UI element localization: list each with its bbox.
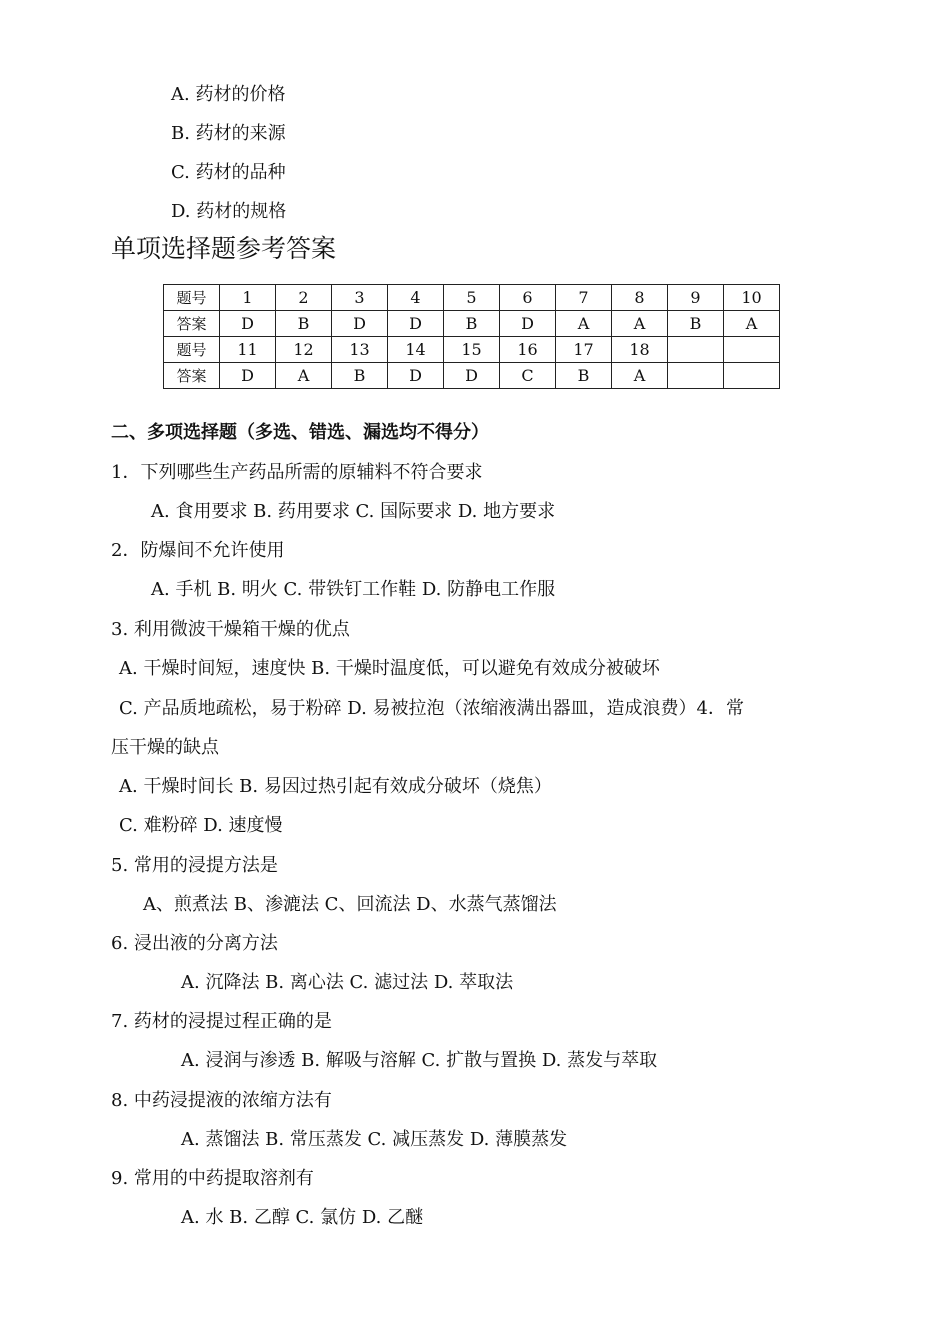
table-cell: B <box>556 363 612 389</box>
table-row-label: 答案 <box>164 363 220 389</box>
table-row <box>164 311 780 337</box>
table-cell: 11 <box>220 337 276 363</box>
table-cell: 4 <box>388 285 444 311</box>
table-row-label: 题号 <box>164 285 220 311</box>
question-3-options-1: A. 干燥时间短，速度快 B. 干燥时温度低，可以避免有效成分被破坏 <box>119 658 660 679</box>
table-cell: B <box>668 311 724 337</box>
question-5: 5. 常用的浸提方法是 <box>111 855 278 876</box>
table-cell <box>668 337 724 363</box>
table-cell: 14 <box>388 337 444 363</box>
table-cell <box>724 337 780 363</box>
question-9: 9. 常用的中药提取溶剂有 <box>111 1168 314 1189</box>
option-b: B. 药材的来源 <box>171 123 286 144</box>
table-cell: D <box>332 311 388 337</box>
table-row-label: 题号 <box>164 337 220 363</box>
table-cell: A <box>276 363 332 389</box>
table-row <box>164 363 780 389</box>
table-row-label: 答案 <box>164 311 220 337</box>
table-cell: 7 <box>556 285 612 311</box>
table-cell: 1 <box>220 285 276 311</box>
question-6-options: A. 沉降法 B. 离心法 C. 滤过法 D. 萃取法 <box>181 972 514 993</box>
table-cell: 18 <box>612 337 668 363</box>
table-cell: 8 <box>612 285 668 311</box>
option-c: C. 药材的品种 <box>171 162 286 183</box>
table-row <box>164 285 780 311</box>
table-cell <box>724 363 780 389</box>
question-1-options: A. 食用要求 B. 药用要求 C. 国际要求 D. 地方要求 <box>151 501 556 522</box>
question-8: 8. 中药浸提液的浓缩方法有 <box>111 1090 332 1111</box>
table-cell: 6 <box>500 285 556 311</box>
option-d: D. 药材的规格 <box>171 201 287 222</box>
question-6: 6. 浸出液的分离方法 <box>111 933 278 954</box>
table-cell: 13 <box>332 337 388 363</box>
option-a: A. 药材的价格 <box>171 84 286 105</box>
table-cell: C <box>500 363 556 389</box>
question-8-options: A. 蒸馏法 B. 常压蒸发 C. 减压蒸发 D. 薄膜蒸发 <box>181 1129 568 1150</box>
table-cell: D <box>388 311 444 337</box>
table-cell: D <box>388 363 444 389</box>
table-cell: 9 <box>668 285 724 311</box>
answer-heading: 单项选择题参考答案 <box>111 234 337 263</box>
table-cell: 16 <box>500 337 556 363</box>
question-9-options: A. 水 B. 乙醇 C. 氯仿 D. 乙醚 <box>181 1207 424 1228</box>
question-7: 7. 药材的浸提过程正确的是 <box>111 1011 332 1032</box>
question-2-options: A. 手机 B. 明火 C. 带铁钉工作鞋 D. 防静电工作服 <box>151 579 556 600</box>
table-cell: D <box>220 311 276 337</box>
table-cell: 2 <box>276 285 332 311</box>
table-cell: D <box>500 311 556 337</box>
table-cell: B <box>276 311 332 337</box>
table-cell: 3 <box>332 285 388 311</box>
table-cell: A <box>556 311 612 337</box>
table-cell: D <box>220 363 276 389</box>
table-cell: 17 <box>556 337 612 363</box>
table-cell: 15 <box>444 337 500 363</box>
table-cell: 12 <box>276 337 332 363</box>
question-1: 1．下列哪些生产药品所需的原辅料不符合要求 <box>111 462 483 483</box>
table-cell: 10 <box>724 285 780 311</box>
table-cell: A <box>724 311 780 337</box>
table-cell: 5 <box>444 285 500 311</box>
table-cell: B <box>444 311 500 337</box>
answer-table <box>163 284 780 389</box>
question-3-options-2: C. 产品质地疏松，易于粉碎 D. 易被拉泡（浓缩液满出器皿，造成浪费）4．常 <box>119 698 744 719</box>
table-cell <box>668 363 724 389</box>
table-row <box>164 337 780 363</box>
section-title: 二、多项选择题（多选、错选、漏选均不得分） <box>111 422 489 443</box>
table-cell: D <box>444 363 500 389</box>
table-cell: B <box>332 363 388 389</box>
question-2: 2．防爆间不允许使用 <box>111 540 285 561</box>
table-cell: A <box>612 311 668 337</box>
question-4-options-1: A. 干燥时间长 B. 易因过热引起有效成分破坏（烧焦） <box>119 776 552 797</box>
question-5-options: A、煎煮法 B、渗漉法 C、回流法 D、水蒸气蒸馏法 <box>143 894 557 915</box>
question-7-options: A. 浸润与渗透 B. 解吸与溶解 C. 扩散与置换 D. 蒸发与萃取 <box>181 1050 658 1071</box>
question-4-options-2: C. 难粉碎 D. 速度慢 <box>119 815 283 836</box>
table-cell: A <box>612 363 668 389</box>
question-3: 3. 利用微波干燥箱干燥的优点 <box>111 619 350 640</box>
question-4-continued: 压干燥的缺点 <box>111 737 219 758</box>
